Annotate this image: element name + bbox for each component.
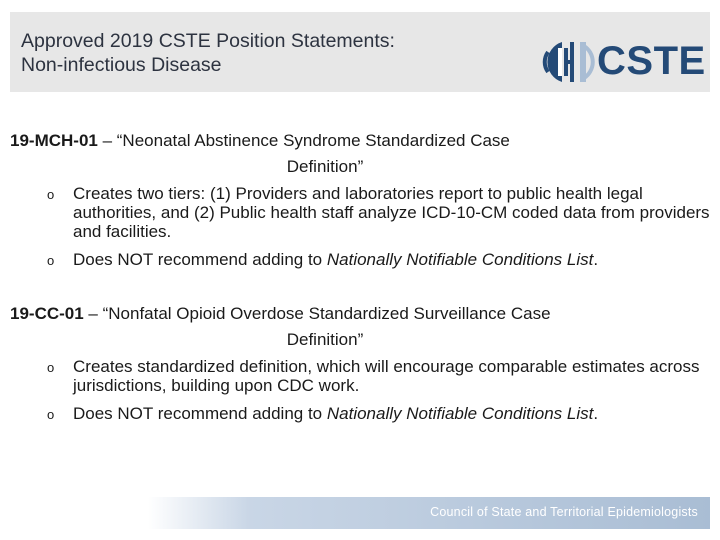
statement-dash: – — [97, 131, 117, 150]
bullet-marker: o — [47, 407, 55, 422]
statement-title: “Neonatal Abstinence Syndrome Standardized Case — [116, 131, 510, 150]
footer-band — [148, 497, 710, 529]
position-statement-2 — [10, 301, 710, 423]
statement-title-cont: Definition” — [286, 157, 364, 176]
list-item — [10, 404, 710, 423]
statement-code: 19-CC-01 — [10, 304, 84, 323]
statement-heading — [10, 128, 710, 180]
list-item — [10, 357, 710, 395]
bullet-text: Creates two tiers: (1) Providers and laboratories report to public health legal authorities, and (2) Public health staff analyze ICD-10-CM coded data from providers and facilities. — [73, 184, 710, 241]
slide-content — [10, 128, 710, 443]
bullet-text: Does NOT recommend adding to — [73, 250, 327, 269]
title-line-2: Non-infectious Disease — [21, 54, 222, 76]
statement-dash: – — [83, 304, 103, 323]
bullet-end: . — [593, 404, 599, 423]
title-line-1: Approved 2019 CSTE Position Statements: — [21, 30, 395, 52]
statement-bullets — [10, 184, 710, 269]
statement-title-cont: Definition” — [286, 330, 364, 349]
cste-logo — [540, 34, 710, 88]
statement-bullets — [10, 357, 710, 423]
logo-wordmark: CSTE — [597, 39, 706, 83]
list-item — [10, 184, 710, 241]
footer-organization: Council of State and Territorial Epidemiologists — [430, 505, 698, 519]
statement-code: 19-MCH-01 — [10, 131, 98, 150]
cste-logo-icon — [540, 34, 596, 88]
bullet-italic: Nationally Notifiable Conditions List — [326, 250, 594, 269]
bullet-marker: o — [47, 187, 55, 202]
bullet-end: . — [593, 250, 599, 269]
slide-title — [21, 29, 395, 77]
bullet-marker: o — [47, 360, 55, 375]
bullet-marker: o — [47, 253, 55, 268]
statement-heading — [10, 301, 710, 353]
bullet-text: Does NOT recommend adding to — [73, 404, 327, 423]
bullet-text: Creates standardized definition, which will encourage comparable estimates across jurisdictions, building upon CDC work. — [73, 357, 700, 395]
header-band — [10, 12, 710, 92]
statement-title: “Nonfatal Opioid Overdose Standardized Surveillance Case — [102, 304, 551, 323]
bullet-italic: Nationally Notifiable Conditions List — [326, 404, 594, 423]
list-item — [10, 250, 710, 269]
position-statement-1 — [10, 128, 710, 269]
